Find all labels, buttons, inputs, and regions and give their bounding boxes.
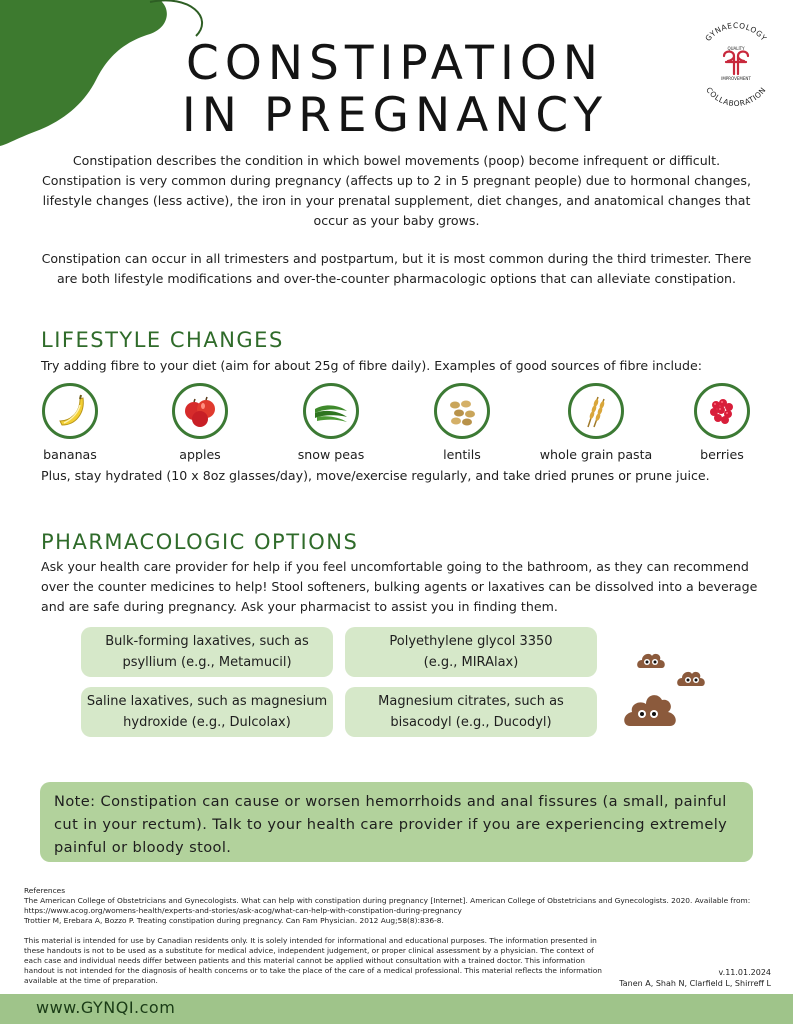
food-label: snow peas [297,447,365,462]
note-box: Note: Constipation can cause or worsen hemorrhoids and anal fissures (a small, painful cut in your rectum). Talk to your health care provider if you are experiencing extremely painful or bloody stool. [40,782,753,862]
footer-bar [0,994,793,1024]
option-line: Saline laxatives, such as magnesium [86,694,328,709]
apples-icon [172,383,228,439]
reference-2: Trottier M, Erebara A, Bozzo P. Treating constipation during pregnancy. Can Fam Physician. 2012 Aug;58(8):836-8. [24,916,444,925]
poop-icon [624,695,676,726]
svg-text:COLLABORATION [704,85,768,108]
food-item-whole-grain-pasta [536,383,656,462]
reference-1-url[interactable]: https://www.acog.org/womens-health/experts-and-stories/ask-acog/what-can-help-with-constipation-during-pregnancy [24,906,462,915]
option-magnesium-citrates [345,687,597,737]
poop-icon [677,672,705,686]
pharma-text: Ask your health care provider for help if you feel uncomfortable going to the bathroom, as they can recommend over the counter medicines to help! Stool softeners, bulking agents or laxatives can be dissolved into a beverage and are safe during pregnancy. Ask your pharmacist to assist you in finding them. [41,559,758,614]
intro-paragraph-1: Constipation describes the condition in which bowel movements (poop) become infrequent or difficult. Constipation is very common during pregnancy (affects up to 2 in 5 pregnant people) due to hormonal changes, lifestyle changes (less active), the iron in your prenatal supplement, diet changes, and anatomical changes that occur as your baby grows. [42,153,751,228]
food-item-snow-peas [271,383,391,462]
version-number: v.11.01.2024 [718,968,771,977]
food-label: whole grain pasta [539,447,653,462]
wheat-icon [568,383,624,439]
references [24,886,774,926]
lifestyle-text: Try adding fibre to your diet (aim for about 25g of fibre daily). Examples of good sources of fibre include: [41,358,702,373]
lifestyle-heading: LIFESTYLE CHANGES [41,328,284,352]
option-polyethylene-glycol [345,627,597,677]
option-line: Magnesium citrates, such as [378,694,564,709]
food-label: apples [179,447,221,462]
option-line: hydroxide (e.g., Dulcolax) [123,715,291,730]
logo-improvement-text: IMPROVEMENT [721,76,751,81]
lentils-icon [434,383,490,439]
option-line: Polyethylene glycol 3350 [389,634,553,649]
food-item-lentils [402,383,522,462]
banana-icon [42,383,98,439]
disclaimer-line: available at the time of preparation. [24,976,158,985]
gynaecology-collaboration-logo [688,14,784,114]
page-title [170,38,620,142]
option-line: (e.g., MIRAlax) [423,655,519,670]
poop-icon [637,654,665,668]
logo-quality-text: QUALITY [727,46,745,51]
title-line-2: IN PREGNANCY [181,88,609,143]
hydration-text: Plus, stay hydrated (10 x 8oz glasses/day), move/exercise regularly, and take dried prunes or prune juice. [41,468,710,483]
snow-peas-icon [303,383,359,439]
disclaimer-line: each case and individual needs differ between patients and this material cannot be applied without consultation with a trained doctor. This information [24,956,585,965]
food-label: lentils [443,447,481,462]
reference-1: The American College of Obstetricians and Gynecologists. What can help with constipation during pregnancy [Internet]. American College of Obstetricians and Gynecologists. 2020. Available from: [24,896,751,905]
option-line: psyllium (e.g., Metamucil) [122,655,292,670]
food-item-bananas [10,383,130,462]
version-info [619,967,771,989]
svg-text:GYNAECOLOGY [703,21,768,43]
food-label: berries [700,447,744,462]
raspberry-icon [694,383,750,439]
disclaimer-line: This material is intended for use by Canadian residents only. It is solely intended for informational and educational purposes. The information presented in [24,936,597,945]
logo-bottom-text: COLLABORATION [704,85,768,109]
food-label: bananas [43,447,97,462]
intro-paragraph-2: Constipation can occur in all trimesters and postpartum, but it is most common during the third trimester. There are both lifestyle modifications and over-the-counter pharmacologic options that can alleviate constipation. [41,251,752,286]
option-saline-laxatives [81,687,333,737]
title-line-1: CONSTIPATION [186,36,604,91]
authors: Tanen A, Shah N, Clarfield L, Shirreff L [619,979,771,988]
disclaimer [24,936,604,986]
food-item-apples [140,383,260,462]
logo-top-text: GYNAECOLOGY [703,21,769,43]
food-item-berries [662,383,782,462]
references-heading: References [24,886,66,895]
disclaimer-line: these handouts is not to be used as a substitute for medical advice, independent judgement, or proper clinical assessment by a physician. The context of [24,946,594,955]
option-bulk-forming [81,627,333,677]
option-line: Bulk-forming laxatives, such as [105,634,309,649]
pharma-heading: PHARMACOLOGIC OPTIONS [41,530,359,554]
disclaimer-line: handout is not intended for the diagnosis of health concerns or to take the place of the care of a medical professional. This material reflects the information [24,966,602,975]
poop-emoji-illustration [622,630,722,730]
option-line: bisacodyl (e.g., Ducodyl) [390,715,552,730]
website-link[interactable]: www.GYNQI.com [36,998,176,1017]
